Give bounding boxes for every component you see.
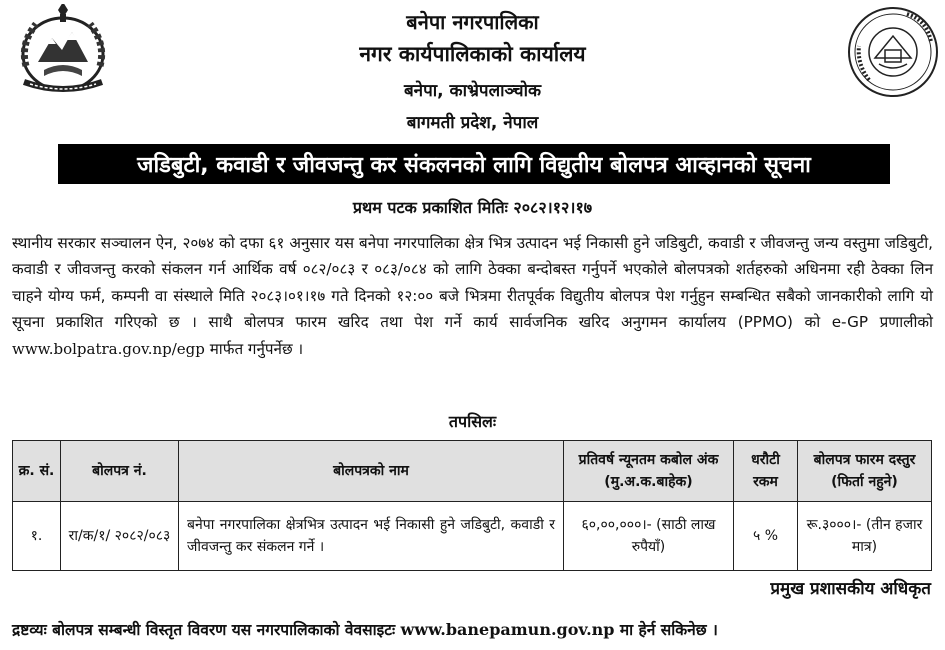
published-date: प्रथम पटक प्रकाशित मितिः २०८२।१२।१७ [352,198,593,217]
col-header-form-fee: बोलपत्र फारम दस्तुर (फिर्ता नहुने) [798,441,932,502]
cell-form-fee: रू.३०००।- (तीन हजार मात्र) [798,502,932,571]
notice-body-ending: मार्फत गर्नुपर्नेछ । [204,339,304,358]
tender-table [12,440,932,571]
details-label: तपसिलः [448,412,497,431]
col-header-min-bid: प्रतिवर्ष न्यूनतम कबोल अंक (मु.अ.क.बाहेक) [564,441,734,502]
notice-title [58,144,890,184]
signatory: प्रमुख प्रशासकीय अधिकृत [770,579,931,599]
footnote [12,618,933,640]
col-header-tender-name: बोलपत्रको नाम [179,441,564,502]
cell-sn: १. [13,502,61,571]
col-header-sn: क्र. सं. [13,441,61,502]
office-location: बनेपा, काभ्रेपलाञ्चोक [403,81,542,101]
notice-body-text: स्थानीय सरकार सञ्चालन ऐन, २०७४ को दफा ६१ अनुसार यस बनेपा नगरपालिका क्षेत्र भित्र उत्पादन भई निकासी हुने जडिबुटी, कवाडी र जीवजन्तु जन्य वस्तुमा जडिबुटी, कवाडी र जीवजन्तु करको संकलन गर्न आर्थिक वर्ष ०८२/०८३ र ०८३/०८४ को लागि ठेक्का बन्दोबस्त गर्नुपर्ने भएकोले बोलपत्रको शर्तहरुको अधिनमा रही ठेक्का लिन चाहने योग्य फर्म, कम्पनी वा संस्थाले मिति २०८३।०१।१७ गते दिनको १२:०० बजे भित्रमा रीतपूर्वक विद्युतीय बोलपत्र पेश गर्नुहुन सम्बन्धित सबैको जानकारीको लागि यो सूचना प्रकाशित गरिएको छ । साथै बोलपत्र फारम खरिद तथा पेश गर्ने कार्य सार्वजनिक खरिद अनुगमन कार्यालय (PPMO) को e-GP प्रणालीको [12,234,933,332]
municipality-name: बनेपा नगरपालिका [406,10,539,34]
col-header-tender-no: बोलपत्र नं. [61,441,179,502]
province-name: बागमती प्रदेश, नेपाल [406,113,539,133]
table-header-row [13,441,932,502]
cell-tender-name: बनेपा नगरपालिका क्षेत्रभित्र उत्पादन भई निकासी हुने जडिबुटी, कवाडी र जीवजन्तु कर संकलन गर्ने । [179,502,564,571]
footnote-ending: मा हेर्न सकिनेछ । [614,621,718,639]
municipality-website-link[interactable]: www.banepamun.gov.np [400,620,615,639]
office-name: नगर कार्यपालिकाको कार्यालय [359,42,586,66]
cell-min-bid: ६०,००,०००।- (साठी लाख रुपैयाँ) [564,502,734,571]
cell-tender-no: रा/क/१/ २०८२/०८३ [61,502,179,571]
col-header-deposit: धरौटी रकम [734,441,798,502]
notice-body [12,230,933,362]
footnote-text: द्रष्टव्यः बोलपत्र सम्बन्धी विस्तृत विवरण यस नगरपालिकाको वेवसाइटः [12,621,401,639]
cell-deposit: ५ % [734,502,798,571]
table-row [13,502,932,571]
notice-title-text: जडिबुटी, कवाडी र जीवजन्तु कर संकलनको लागि विद्युतीय बोलपत्र आव्हानको सूचना [137,153,811,178]
egp-portal-link[interactable]: www.bolpatra.gov.np/egp [12,339,205,358]
